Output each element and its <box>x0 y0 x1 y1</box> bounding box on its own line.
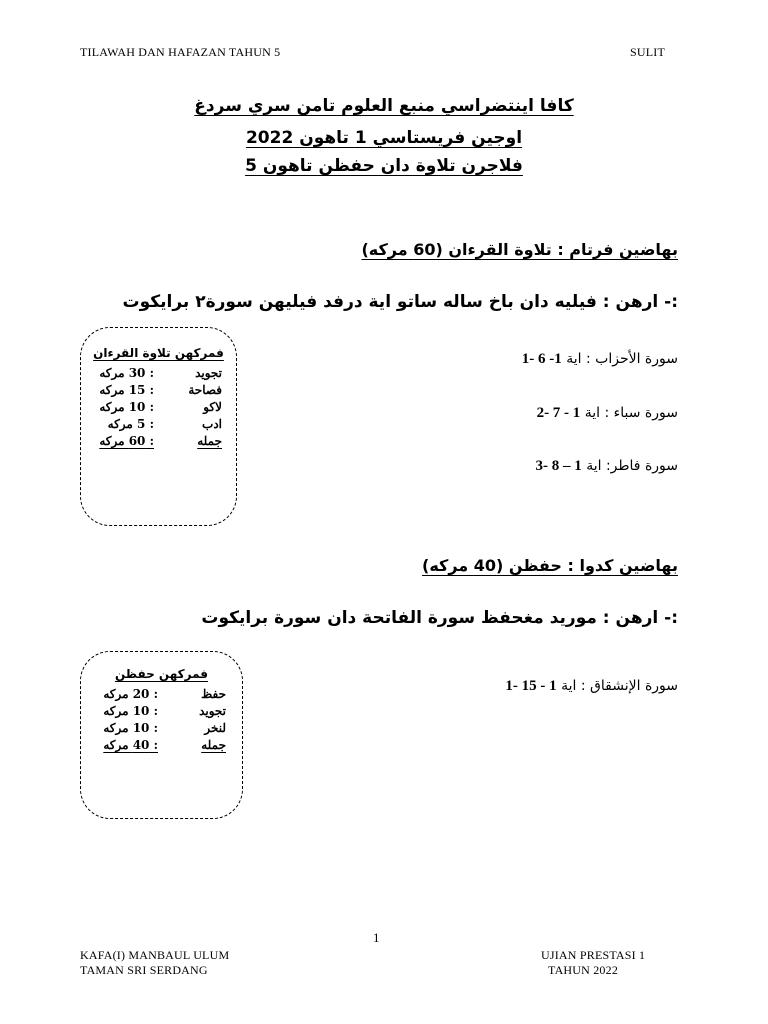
school-title: كافا اينتضراسي منبع العلوم تامن سري سردغ <box>194 96 574 116</box>
verse-range: 3- 8 – 1 <box>535 458 582 474</box>
marks-value: : 5 مركه <box>107 417 154 431</box>
marks-value: : 10 مركه <box>99 400 154 414</box>
marks-row <box>81 400 222 414</box>
marks-value: : 10 مركه <box>103 704 158 718</box>
exam-title: اوجين فريستاسي 1 تاهون 2022 <box>245 128 523 148</box>
surah-item <box>537 405 678 422</box>
marks-box-title: فمركهن تلاوة القرءان <box>93 346 224 360</box>
marks-label: فصاحة <box>188 383 222 397</box>
marks-box-title: فمركهن حفظن <box>114 667 209 681</box>
page-number: 1 <box>373 930 380 945</box>
marks-row <box>81 721 226 735</box>
surah-item <box>505 678 678 695</box>
section2-heading: بهاضين كدوا : حفظن (40 مركه) <box>422 556 678 575</box>
surah-name: سورة الأحزاب : اية <box>566 351 678 367</box>
marks-label: جمله <box>201 738 226 752</box>
section1-heading: بهاضين فرتام : تلاوة القرءان (60 مركه) <box>361 240 678 259</box>
marks-value: : 10 مركه <box>103 721 158 735</box>
marks-label: ادب <box>202 417 222 431</box>
section1-instruction: :- ارهن : فيليه دان باخ ساله ساتو اية درفد فيليهن سورة٢ برايكوت <box>122 292 678 312</box>
marks-label: تجويد <box>195 366 222 380</box>
marks-row <box>81 704 226 718</box>
header-left: TILAWAH DAN HAFAZAN TAHUN 5 <box>80 45 281 59</box>
section2-instruction: :- ارهن : موريد مغحفظ سورة الفاتحة دان سورة برايكوت <box>201 608 678 628</box>
footer-exam-name: UJIAN PRESTASI 1 <box>541 948 646 962</box>
marks-label: جمله <box>197 434 222 448</box>
footer-school-location: TAMAN SRI SERDANG <box>80 963 208 977</box>
surah-item <box>522 351 678 368</box>
verse-range: 1- 6 -1 <box>521 351 562 367</box>
marks-row <box>81 417 222 431</box>
marks-label: تجويد <box>199 704 226 718</box>
marks-label: لنخر <box>204 721 226 735</box>
surah-name: سورة الإنشقاق : اية <box>561 678 678 694</box>
surah-name: سورة سباء : اية <box>584 405 678 421</box>
verse-range: 2- 7 - 1 <box>536 405 581 421</box>
marks-value: : 60 مركه <box>99 434 154 448</box>
header-right: SULIT <box>630 45 665 59</box>
hafazan-marks-box <box>80 651 243 819</box>
marks-row <box>81 366 222 380</box>
surah-item <box>536 458 679 475</box>
tilawah-marks-box <box>80 327 237 526</box>
subject-title: فلاجرن تلاوة دان حفظن تاهون 5 <box>245 156 523 176</box>
marks-label: لاكو <box>203 400 222 414</box>
verse-range: 1- 15 - 1 <box>505 678 557 694</box>
surah-name: سورة فاطر: اية <box>586 458 678 474</box>
marks-row <box>81 383 222 397</box>
marks-total-row <box>81 434 222 448</box>
marks-total-row <box>81 738 226 752</box>
footer-exam-year: TAHUN 2022 <box>548 963 619 977</box>
marks-value: : 40 مركه <box>103 738 158 752</box>
marks-value: : 15 مركه <box>99 383 154 397</box>
footer-school-name: KAFA(I) MANBAUL ULUM <box>80 948 230 962</box>
marks-label: حفظ <box>201 687 226 701</box>
marks-value: : 20 مركه <box>103 687 158 701</box>
marks-row <box>81 687 226 701</box>
marks-value: : 30 مركه <box>99 366 154 380</box>
